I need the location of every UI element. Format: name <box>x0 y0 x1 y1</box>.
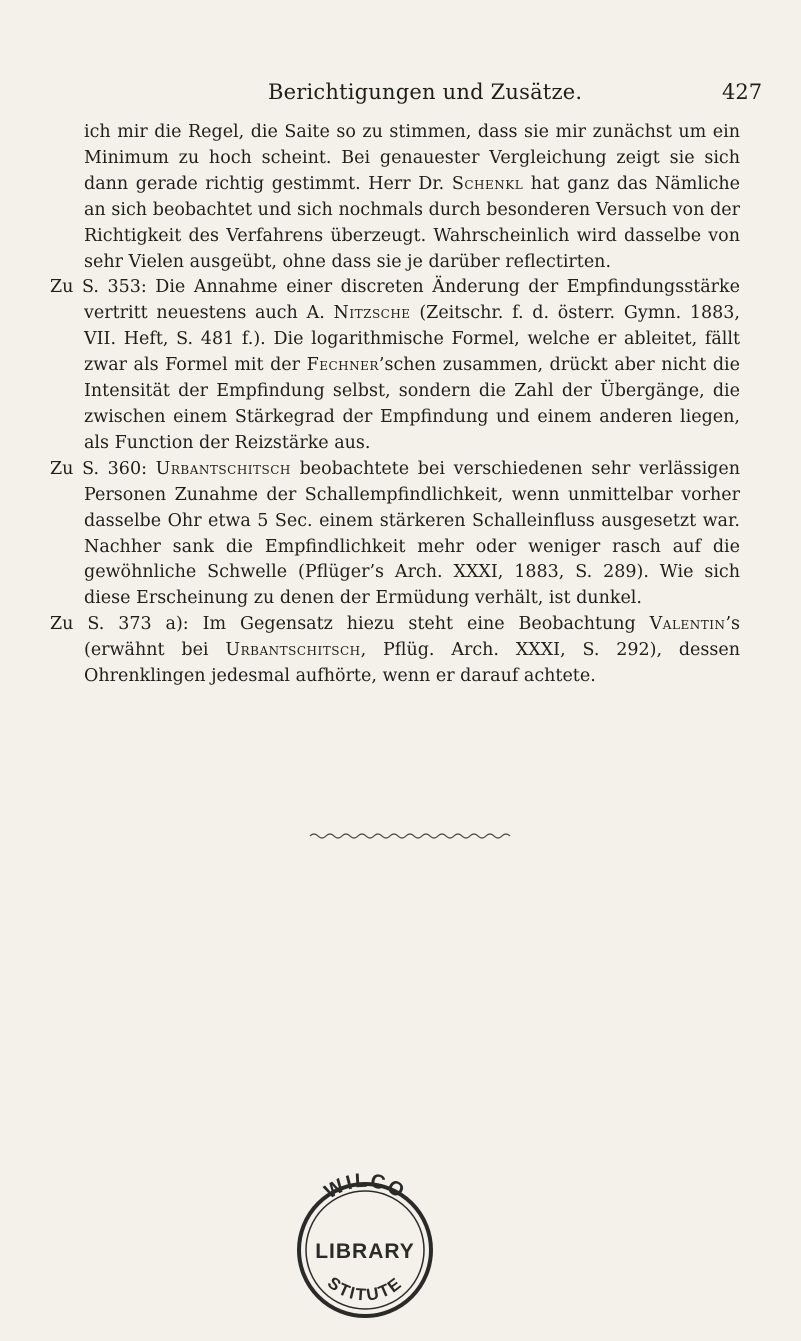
ornament-divider <box>308 831 512 841</box>
author-name: Nitzsche <box>333 303 411 324</box>
running-head: Berichtigungen und Zusätze. <box>268 80 583 104</box>
author-name: Urbantschitsch <box>155 458 291 479</box>
body-text <box>50 120 740 690</box>
paragraph-note-360: Zu S. 360: Urbantschitsch beobachtete bei verschiedenen sehr verlässigen Personen Zunahme der Schallempfindlichkeit, wenn unmittelbar vorher dasselbe Ohr etwa 5 Sec. einem stärkeren Schalleinfluss ausgesetzt war. Nachher sank die Empfindlichkeit mehr oder weniger rasch auf die gewöhnliche Schwelle (Pflüger’s Arch. XXXI, 1883, S. 289). Wie sich diese Erscheinung zu denen der Ermüdung verhält, ist dunkel. <box>50 458 740 609</box>
stamp-top-text: WILCO <box>320 1169 410 1204</box>
library-stamp <box>280 1160 450 1330</box>
svg-text:WILCO <box>321 1170 410 1204</box>
author-name: Schenkl <box>451 173 524 194</box>
author-name: Urbantschitsch <box>225 640 361 661</box>
svg-text:STITUTE <box>324 1273 406 1305</box>
author-name: Fechner <box>306 355 379 376</box>
paragraph-note-353: Zu S. 353: Die Annahme einer discreten Änderung der Empfindungsstärke vertritt neuestens auch A. Nitzsche (Zeitschr. f. d. österr. Gymn. 1883, VII. Heft, S. 481 f.). Die logarithmische Formel, welche er ableitet, fällt zwar als Formel mit der Fechner’schen zusammen, drückt aber nicht die Intensität der Empfindung selbst, sondern die Zahl der Übergänge, die zwischen einem Stärkegrad der Empfindung und einem anderen liegen, als Function der Reizstärke aus. <box>50 277 740 453</box>
stamp-middle-text: LIBRARY <box>315 1240 415 1263</box>
stamp-bottom-text: STITUTE <box>323 1273 407 1305</box>
author-name: Valentin <box>649 614 726 635</box>
paragraph-note-373: Zu S. 373 a): Im Gegensatz hiezu steht eine Beobachtung Valentin’s (erwähnt bei Urbantschitsch, Pflüg. Arch. XXXI, S. 292), dessen Ohrenklingen jedesmal aufhörte, wenn er darauf achtete. <box>50 614 740 687</box>
page-number: 427 <box>722 80 763 104</box>
paragraph-continuation: ich mir die Regel, die Saite so zu stimmen, dass sie mir zunächst um ein Minimum zu hoch scheint. Bei genauester Vergleichung zeigt sie sich dann gerade richtig gestimmt. Herr Dr. Schenkl hat ganz das Nämliche an sich beobachtet und sich nochmals durch besonderen Versuch von der Richtigkeit des Verfahrens überzeugt. Wahrscheinlich wird dasselbe von sehr Vielen ausgeübt, ohne dass sie je darüber reflectirten. <box>84 122 740 272</box>
